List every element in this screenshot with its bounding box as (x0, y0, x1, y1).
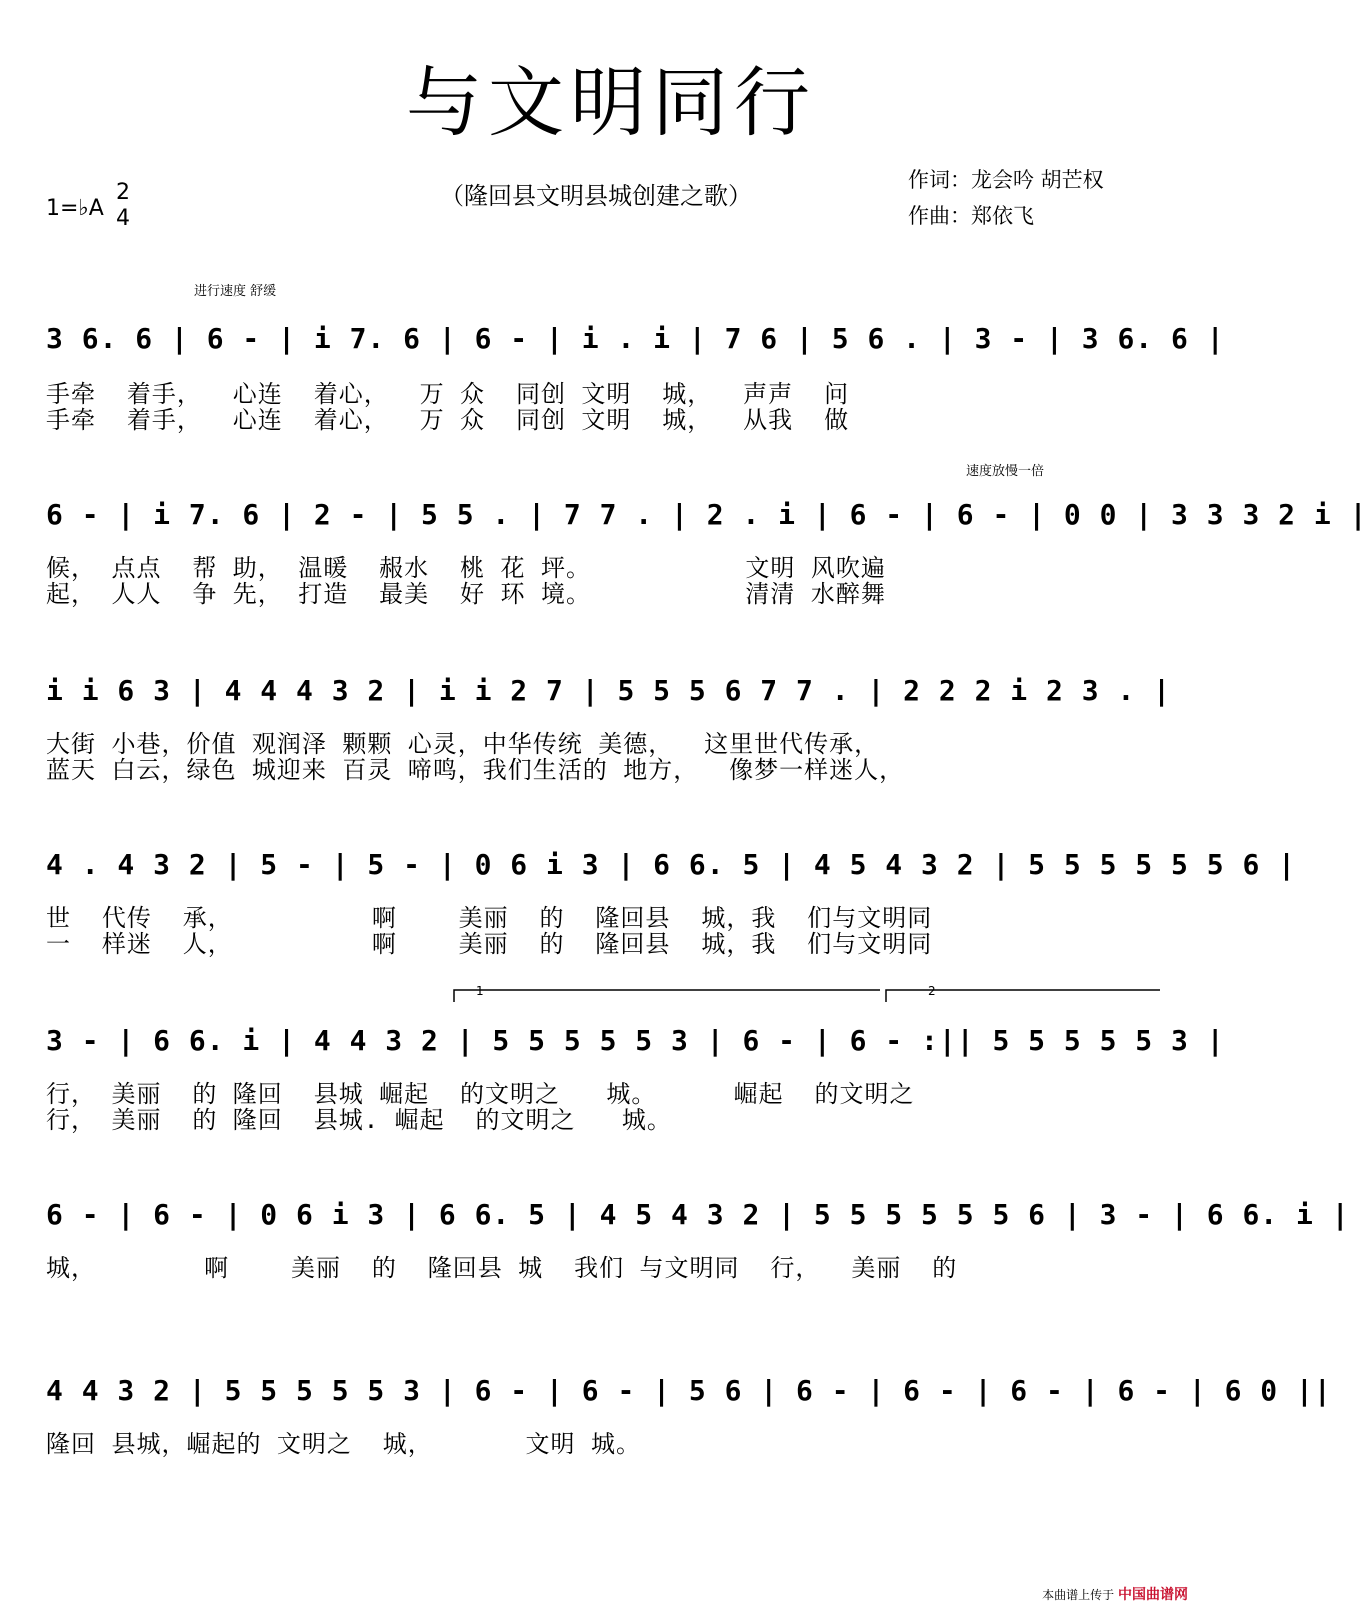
notation-line-7: 4 4 3 2 | 5 5 5 5 5 3 | 6 - | 6 - | 5 6 | 6 - | 6 - | 6 - | 6 - | 6 0 || (46, 1374, 1332, 1407)
notation-line-2: 6 - | i 7. 6 | 2 - | 5 5 . | 7 7 . | 2 . i | 6 - | 6 - | 0 0 | 3 3 3 2 i | (46, 498, 1367, 531)
key-signature: 1=♭A (46, 196, 104, 221)
footer-upload-text: 本曲谱上传于 (1042, 1588, 1115, 1602)
notation-line-3: i i 6 3 | 4 4 4 3 2 | i i 2 7 | 5 5 5 6 7 7 . | 2 2 2 i 2 3 . | (46, 674, 1172, 707)
lyrics-line-6-verse-1: 城， 啊 美丽 的 隆回县 城 我们 与文明同 行， 美丽 的 (46, 1254, 958, 1282)
volta-brackets (450, 984, 1162, 1004)
time-signature-bottom: 4 (116, 206, 130, 231)
lyricist-credit: 作词：龙会吟 胡芒权 (908, 168, 1104, 192)
tempo-mark-intro: 进行速度 舒缓 (194, 284, 277, 299)
notation-line-5: 3 - | 6 6. i | 4 4 3 2 | 5 5 5 5 5 3 | 6 - | 6 - :|| 5 5 5 5 5 3 | (46, 1024, 1225, 1057)
composer-credit: 作曲：郑依飞 (908, 204, 1034, 228)
lyrics-line-2-verse-2: 起， 人人 争 先， 打造 最美 好 环 境。 清清 水醉舞 (46, 580, 886, 608)
song-title: 与文明同行 (406, 58, 816, 147)
lyrics-line-5-verse-2: 行， 美丽 的 隆回 县城. 崛起 的文明之 城。 (46, 1106, 672, 1134)
lyrics-line-7-verse-1: 隆回 县城，崛起的 文明之 城， 文明 城。 (46, 1430, 641, 1458)
song-subtitle: （隆回县文明县城创建之歌） (440, 182, 752, 210)
lyrics-line-1-verse-1: 手牵 着手， 心连 着心， 万 众 同创 文明 城， 声声 问 (46, 380, 850, 408)
lyrics-line-4-verse-2: 一 样迷 人， 啊 美丽 的 隆回县 城，我 们与文明同 (46, 930, 933, 958)
lyrics-line-3-verse-2: 蓝天 白云，绿色 城迎来 百灵 啼鸣，我们生活的 地方， 像梦一样迷人， (46, 756, 905, 784)
tempo-mark-slow: 速度放慢一倍 (966, 464, 1045, 479)
notation-line-1: 3 6. 6 | 6 - | i 7. 6 | 6 - | i . i | 7 6 | 5 6 . | 3 - | 3 6. 6 | (46, 322, 1225, 355)
volta-bracket-first (454, 990, 880, 1002)
lyrics-line-1-verse-2: 手牵 着手， 心连 着心， 万 众 同创 文明 城， 从我 做 (46, 406, 850, 434)
lyrics-line-4-verse-1: 世 代传 承， 啊 美丽 的 隆回县 城，我 们与文明同 (46, 904, 933, 932)
lyrics-line-3-verse-1: 大街 小巷，价值 观润泽 颗颗 心灵，中华传统 美德， 这里世代传承， (46, 730, 880, 758)
volta-second-label: 2 (928, 984, 936, 998)
notation-line-4: 4 . 4 3 2 | 5 - | 5 - | 0 6 i 3 | 6 6. 5 | 4 5 4 3 2 | 5 5 5 5 5 5 6 | (46, 848, 1297, 881)
lyrics-line-2-verse-1: 候， 点点 帮 助， 温暖 赧水 桃 花 坪。 文明 风吹遍 (46, 554, 886, 582)
time-signature-top: 2 (116, 180, 130, 205)
notation-line-6: 6 - | 6 - | 0 6 i 3 | 6 6. 5 | 4 5 4 3 2 | 5 5 5 5 5 5 6 | 3 - | 6 6. i | (46, 1198, 1350, 1231)
volta-first-label: 1 (476, 984, 484, 998)
footer-credit (1042, 1584, 1188, 1604)
time-signature (116, 180, 130, 232)
lyrics-line-5-verse-1: 行， 美丽 的 隆回 县城 崛起 的文明之 城。 崛起 的文明之 (46, 1080, 915, 1108)
footer-site-logo: 中国曲谱网 (1118, 1587, 1188, 1603)
